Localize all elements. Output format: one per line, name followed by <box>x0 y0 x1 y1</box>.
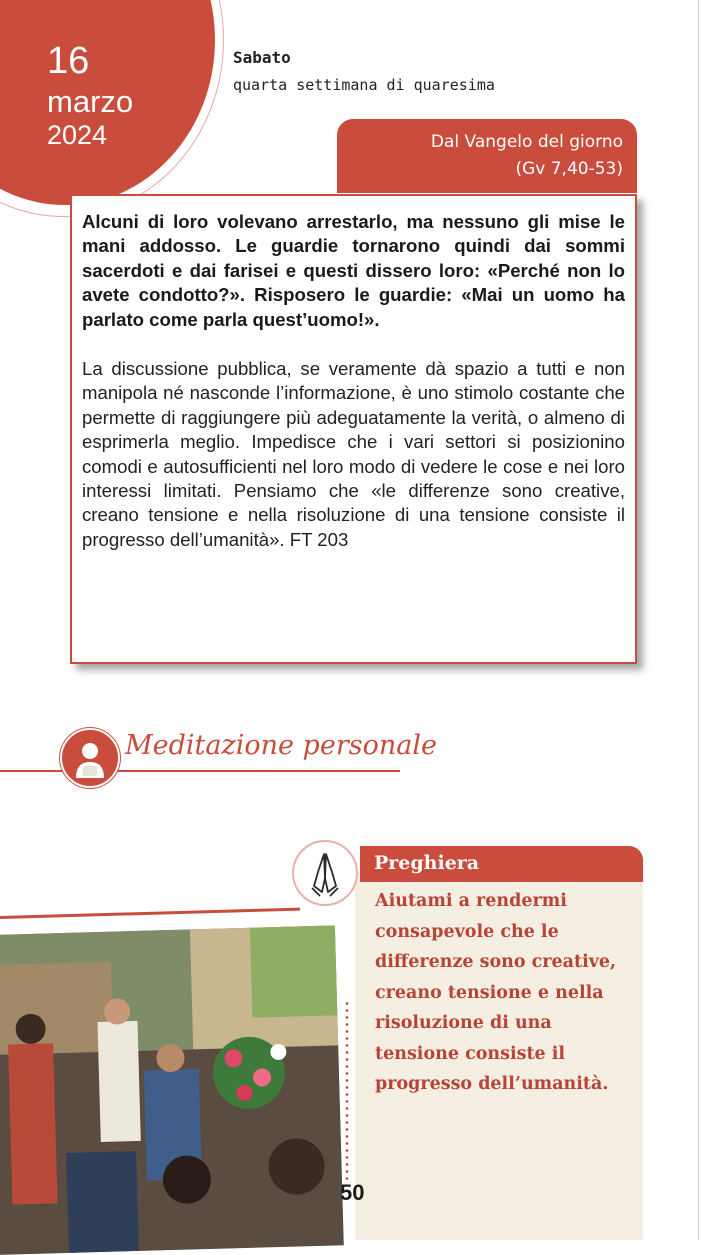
procession-photo <box>0 925 344 1255</box>
date-day: 16 <box>47 40 90 82</box>
scripture-text: Alcuni di loro volevano arrestarlo, ma nessuno gli mise le mani addosso. Le guardie tornarono quindi dai sommi sacerdoti e dai farisei e questi dissero loro: «Perché non lo avete condotto?». Risposero le guardie: «Mai un uomo ha parlato come parla quest’uomo!». <box>82 211 625 330</box>
meditation-divider <box>0 770 400 772</box>
gospel-label: Dal Vangelo del giorno <box>430 132 623 152</box>
praying-hands-icon <box>292 840 358 906</box>
prayer-title: Preghiera <box>360 846 643 882</box>
meditation-title: Meditazione personale <box>125 730 437 761</box>
reading-box <box>70 194 637 664</box>
day-name: Sabato <box>233 48 291 67</box>
gospel-reference: (Gv 7,40-53) <box>515 159 623 179</box>
date-month: marzo <box>47 84 134 119</box>
page-edge <box>698 0 699 1240</box>
prayer-text: Aiutami a rendermi consapevole che le differenze sono creative, creano tensione e nella risoluzione di una tensione consiste il progresso dell’umanità. <box>375 891 617 1094</box>
date-year: 2024 <box>47 120 108 150</box>
liturgical-week: quarta settimana di quaresima <box>233 76 495 94</box>
gospel-tab <box>337 119 637 193</box>
dotted-divider <box>345 1000 349 1180</box>
person-icon <box>60 728 120 788</box>
photo-divider <box>0 908 300 919</box>
date-block <box>47 42 133 149</box>
commentary-text: La discussione pubblica, se veramente dà spazio a tutti e non manipola né nasconde l’informazione, è uno stimolo costante che permette di raggiungere più adeguatamente la verità, o almeno di esprimerla meglio. Impedisce che i vari settori si posizionino comodi e autosufficienti nel loro modo di vedere le cose e nei loro interessi limitati. Pensiamo che «le differenze sono creative, creano tensione e nella risoluzione di una tensione consiste il progresso dell’umanità». FT 203 <box>82 358 625 550</box>
page-number: 50 <box>340 1180 365 1205</box>
